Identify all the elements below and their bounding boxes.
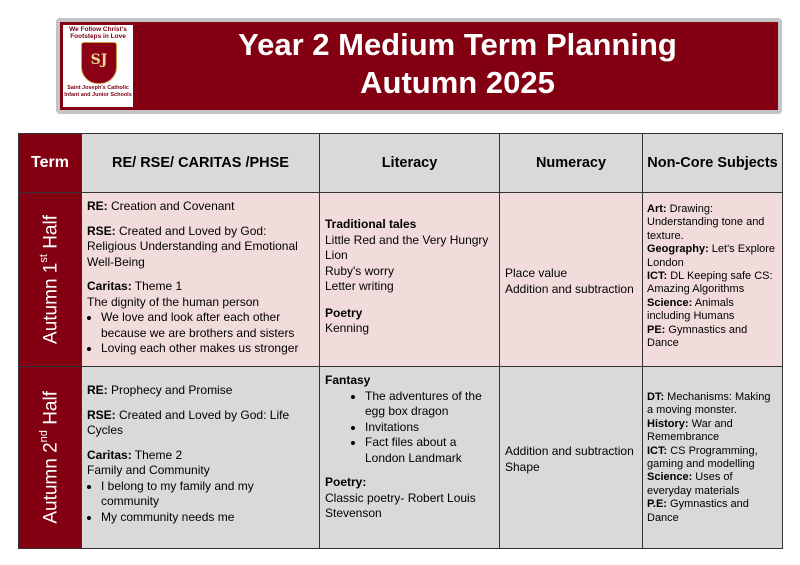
literacy-bullets [325,389,494,467]
literacy-heading: Fantasy [325,373,371,387]
header-row [19,134,783,193]
table-row [19,193,783,367]
caritas-subtitle: The dignity of the human person [87,294,260,309]
noncore-item: P.E: Gymnastics and Dance [647,498,749,524]
noncore-item: ICT: DL Keeping safe CS: Amazing Algorithms [647,270,773,296]
noncore-item: Geography: Let's Explore London [647,243,776,269]
school-logo [63,25,133,107]
caritas-topic: Caritas: Theme 2 [87,447,183,462]
re-cell [82,367,320,549]
list-item: • Invitations [365,420,494,436]
list-item: Ruby's worry [325,263,394,278]
term-label: Autumn 1st Half [37,215,62,344]
list-item: • Fact files about a London Landmark [365,435,494,466]
list-item: Little Red and the Very Hungry Lion [325,232,489,262]
col-header-re: RE/ RSE/ CARITAS /PHSE [82,134,320,193]
noncore-item: Science: Animals including Humans [647,296,735,323]
literacy-cell [320,367,500,549]
term-label: Autumn 2nd Half [37,391,62,524]
re-topic: RE: Prophecy and Promise [87,383,233,397]
caritas-bullets [87,310,314,357]
caritas-bullets [87,479,314,526]
noncore-item: Art: Drawing: Understanding tone and texture. [647,203,765,242]
term-cell [19,193,82,367]
list-item: Shape [505,459,540,474]
literacy-heading: Poetry [325,305,363,320]
list-item: • I belong to my family and my community [101,479,314,510]
title-line-2: Autumn 2025 [360,65,555,100]
noncore-item: ICT: CS Programming, gaming and modelling [647,444,758,471]
table-row [19,367,783,549]
logo-mark: SJ [90,52,108,68]
logo-motto: We Follow Christ's Footsteps in Love [69,26,127,40]
list-item: Classic poetry- Robert Louis Stevenson [325,490,476,520]
col-header-numeracy: Numeracy [500,134,643,193]
list-item: • Loving each other makes us stronger [101,341,314,357]
list-item: Kenning [325,321,370,335]
numeracy-cell [500,193,643,367]
noncore-cell [643,367,783,549]
col-header-literacy: Literacy [320,134,500,193]
noncore-item: History: War and Remembrance [647,417,733,444]
planning-table [18,133,783,549]
literacy-heading: Poetry: [325,475,367,489]
literacy-heading: Traditional tales [325,217,417,231]
col-header-term: Term [19,134,82,193]
caritas-subtitle: Family and Community [87,463,210,477]
list-item: Addition and subtraction [505,444,634,458]
rse-topic: RSE: Created and Loved by God: Life Cycles [87,407,290,437]
list-item: Letter writing [325,279,394,293]
noncore-item: DT: Mechanisms: Making a moving monster. [647,391,771,417]
col-header-noncore: Non-Core Subjects [643,134,783,193]
noncore-item: Science: Uses of everyday materials [647,471,740,497]
page-title [140,26,775,102]
term-cell [19,367,82,549]
rse-topic: RSE: Created and Loved by God: Religious Understanding and Emotional Well-Being [87,223,298,269]
literacy-cell [320,193,500,367]
list-item: • We love and look after each other because we are brothers and sisters [101,310,314,341]
logo-school-name: Saint Joseph's Catholic Infant and Junior Schools [64,85,132,98]
noncore-cell [643,193,783,367]
re-topic: RE: Creation and Covenant [87,199,235,213]
list-item: • My community needs me [101,510,314,526]
numeracy-cell [500,367,643,549]
caritas-topic: Caritas: Theme 1 [87,279,183,293]
list-item: Place value [505,266,568,280]
re-cell [82,193,320,367]
noncore-item: PE: Gymnastics and Dance [647,323,748,350]
title-line-1: Year 2 Medium Term Planning [238,27,677,62]
list-item: • The adventures of the egg box dragon [365,389,494,420]
shield-icon [81,42,117,84]
list-item: Addition and subtraction [505,281,634,296]
